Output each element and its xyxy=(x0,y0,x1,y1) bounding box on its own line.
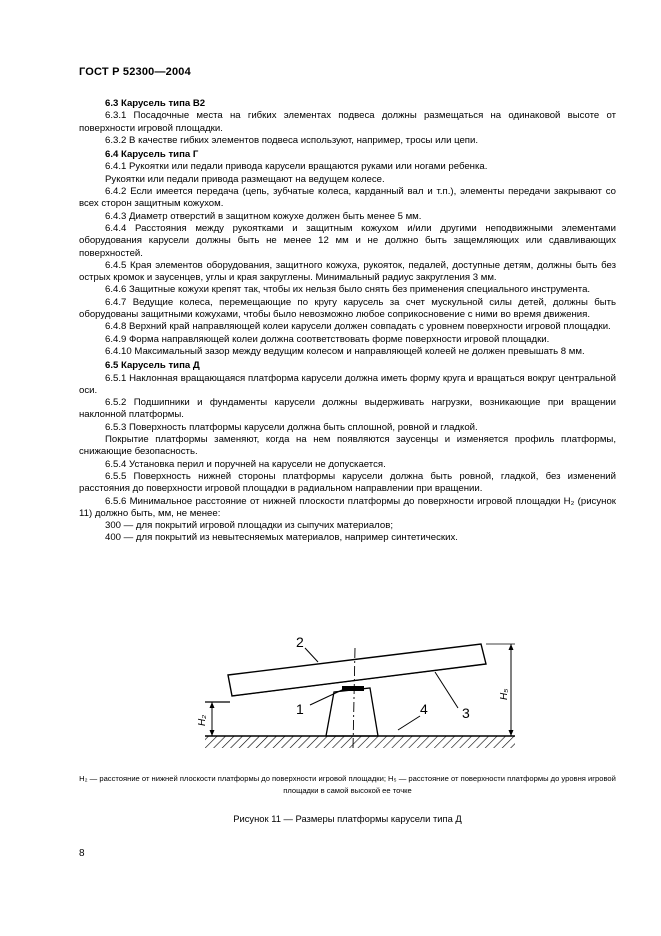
leader-3 xyxy=(435,672,458,708)
leader-1 xyxy=(310,690,342,705)
label-h5: H₅ xyxy=(499,688,510,700)
paragraph: 6.3.1 Посадочные места на гибких элементах подвеса должны размещаться на одинаковой высоте от поверхности игровой площадки. xyxy=(79,110,616,134)
support-base xyxy=(326,688,378,736)
figure-title: Рисунок 11 — Размеры платформы карусели типа Д xyxy=(233,813,462,824)
paragraph: 6.4.10 Максимальный зазор между ведущим колесом и направляющей колеей не должен превышать 8 мм. xyxy=(105,345,585,357)
paragraph: 6.4.8 Верхний край направляющей колеи карусели должен совпадать с уровнем поверхности игровой площадки. xyxy=(105,321,611,333)
page-number: 8 xyxy=(79,848,85,859)
figure-11-diagram xyxy=(170,630,540,755)
paragraph: 6.5.6 Минимальное расстояние от нижней плоскости платформы до поверхности игровой площадки H₂ (рисунок 11) должно быть, мм, не менее: xyxy=(79,495,616,519)
paragraph: 6.3.2 В качестве гибких элементов подвеса используют, например, тросы или цепи. xyxy=(105,134,479,146)
figure-note: H₂ — расстояние от нижней плоскости платформы до поверхности игровой площадки; H₅ — расстояние от поверхности платформы до уровня игровой площадки в самой высокой ее точке xyxy=(79,774,616,795)
leader-2 xyxy=(305,648,318,662)
paragraph: 6.4.3 Диаметр отверстий в защитном кожухе должен быть менее 5 мм. xyxy=(105,210,422,222)
paragraph: 300 — для покрытий игровой площадки из сыпучих материалов; xyxy=(105,520,393,532)
h2-arrow-top xyxy=(210,702,215,708)
label-h2: H₂ xyxy=(197,714,208,726)
paragraph: 6.4.5 Края элементов оборудования, защитного кожуха, рукояток, педалей, доступные детям, должны быть без острых кромок и заусенцев, углы и края закруглены. Минимальный радиус закругления 3 мм. xyxy=(79,259,616,284)
h5-arrow-top xyxy=(509,644,514,650)
paragraph: Покрытие платформы заменяют, когда на нем появляются заусенцы и изменяется профиль платформы, снижающие безопасность. xyxy=(79,434,616,458)
ground-hatch xyxy=(205,736,515,748)
paragraph: 6.4.9 Форма направляющей колеи должна соответствовать форме поверхности игровой площадки. xyxy=(105,333,550,345)
paragraph: 6.4.1 Рукоятки или педали привода карусели вращаются руками или ногами ребенка. xyxy=(105,161,488,173)
paragraph: 6.5.3 Поверхность платформы карусели должна быть сплошной, ровной и гладкой. xyxy=(105,421,478,433)
central-axis xyxy=(353,648,355,748)
bearing xyxy=(342,686,364,691)
document-header: ГОСТ Р 52300—2004 xyxy=(79,66,191,78)
paragraph: 400 — для покрытий из невытесняемых материалов, например синтетических. xyxy=(105,532,458,544)
document-body xyxy=(79,96,616,545)
section-heading: 6.5 Карусель типа Д xyxy=(105,360,200,372)
label-1: 1 xyxy=(296,701,304,717)
paragraph: 6.4.6 Защитные кожухи крепят так, чтобы их нельзя было снять без применения специального инструмента. xyxy=(105,284,591,296)
h5-arrow-bottom xyxy=(509,730,514,736)
label-3: 3 xyxy=(462,705,470,721)
paragraph: Рукоятки или педали привода размещают на ведущем колесе. xyxy=(105,173,385,185)
paragraph: 6.5.4 Установка перил и поручней на карусели не допускается. xyxy=(105,458,386,470)
leader-4 xyxy=(398,716,420,730)
label-2: 2 xyxy=(296,634,304,650)
paragraph: 6.4.7 Ведущие колеса, перемещающие по кругу карусель за счет мускульной силы детей, должны быть оборудованы защитными кожухами, чтобы было невозможно любое соприкосновение с ними во время движения. xyxy=(79,296,616,321)
platform-underside xyxy=(232,664,486,696)
section-heading: 6.3 Карусель типа В2 xyxy=(105,98,206,109)
paragraph: 6.5.2 Подшипники и фундаменты карусели должны выдерживать нагрузки, возникающие при вращении наклонной платформы. xyxy=(79,397,616,421)
section-heading: 6.4 Карусель типа Г xyxy=(105,149,199,161)
paragraph: 6.4.4 Расстояния между рукоятками и защитным кожухом и/или другими неподвижными элементами оборудования карусели должны быть не менее 12 мм и не должно быть защемляющих или сдавливающих поверхностей. xyxy=(79,222,616,259)
label-4: 4 xyxy=(420,701,428,717)
paragraph: 6.5.1 Наклонная вращающаяся платформа карусели должна иметь форму круга и вращаться вокруг центральной оси. xyxy=(79,372,616,396)
paragraph: 6.5.5 Поверхность нижней стороны платформы карусели должна быть ровной, гладкой, без изменений расстояния до поверхности игровой площадки в радиальном направлении при вращении. xyxy=(79,470,616,495)
paragraph: 6.4.2 Если имеется передача (цепь, зубчатые колеса, карданный вал и т.п.), элементы передачи закрывают со всех сторон защитным кожухом. xyxy=(79,186,616,210)
h2-arrow-bottom xyxy=(210,730,215,736)
